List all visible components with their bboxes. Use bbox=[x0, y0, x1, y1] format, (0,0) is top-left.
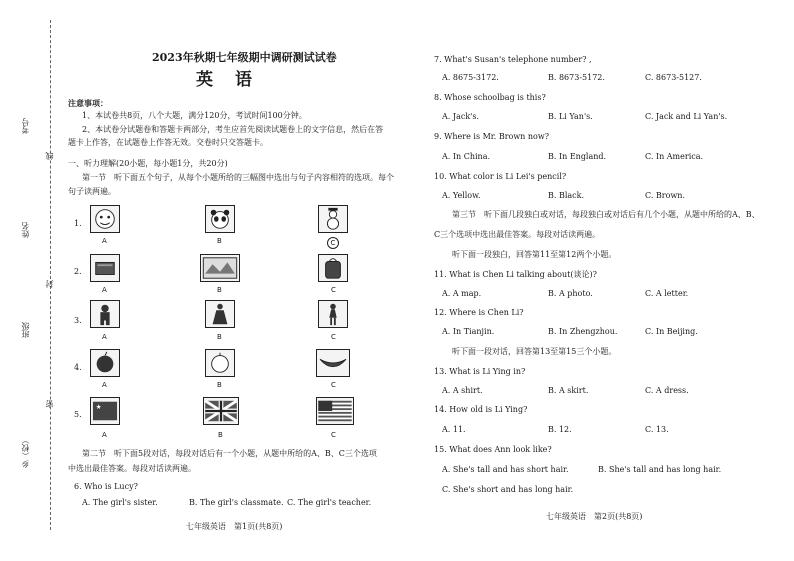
map-photo-icon bbox=[200, 254, 240, 282]
q9-option-a: A. In China. bbox=[442, 152, 491, 161]
q13-option-b: B. A skirt. bbox=[548, 386, 589, 395]
q14-option-b: B. 12. bbox=[548, 425, 572, 434]
q9-option-b: B. In England. bbox=[548, 152, 607, 161]
q12-option-a: A. In Tianjin. bbox=[442, 327, 495, 336]
notice-2a: 2、本试卷分试题卷和答题卡两部分，考生应首先阅读试题卷上的文字信息，然后在答 bbox=[82, 125, 384, 134]
question-7: 7. What's Susan's telephone number? , bbox=[434, 55, 592, 64]
question-8: 8. Whose schoolbag is this? bbox=[434, 93, 546, 102]
question-14: 14. How old is Li Ying? bbox=[434, 405, 528, 414]
section-1-heading: 一、听力理解(20小题，每小题1分，共20分) bbox=[68, 159, 228, 168]
q6-option-a: A. The girl's sister. bbox=[82, 498, 158, 507]
label-xian: 线 bbox=[45, 152, 54, 160]
q7-option-b: B. 8673-5172. bbox=[548, 73, 605, 82]
notice-1: 1、本试卷共8页，八个大题，满分120分，考试时间100分钟。 bbox=[82, 111, 307, 120]
option-label: A bbox=[102, 286, 107, 294]
part-2-instruction-a: 第二节 听下面5段对话，每段对话后有一个小题，从题中所给的A、B、C三个选项 bbox=[82, 449, 377, 458]
option-label: A bbox=[102, 333, 107, 341]
label-xiang: 乡（校） bbox=[21, 436, 30, 468]
china-flag-icon bbox=[90, 397, 120, 425]
q15-option-c: C. She's short and has long hair. bbox=[442, 485, 574, 494]
part-1-instruction-b: 句子读两遍。 bbox=[68, 187, 116, 196]
dialogue-instruction: 听下面一段对话，回答第13至第15三个小题。 bbox=[452, 347, 617, 356]
notice-title: 注意事项： bbox=[68, 98, 108, 108]
option-label: B bbox=[217, 333, 222, 341]
part-1-instruction-a: 第一节 听下面五个句子，从每个小题所给的三幅图中选出与句子内容相符的选项。每个 bbox=[82, 173, 394, 182]
q14-option-a: A. 11. bbox=[442, 425, 466, 434]
girl-icon bbox=[318, 300, 348, 328]
apple-icon bbox=[90, 349, 120, 377]
exam-title: 2023年秋期七年级期中调研测试试卷 bbox=[152, 51, 337, 64]
q11-option-b: B. A photo. bbox=[548, 289, 593, 298]
part-2-instruction-b: 中选出最佳答案。每段对话读两遍。 bbox=[68, 464, 196, 473]
label-feng: 封 bbox=[45, 280, 54, 288]
row-number: 4. bbox=[74, 363, 82, 372]
q11-option-a: A. A map. bbox=[442, 289, 482, 298]
option-label: C bbox=[331, 333, 336, 341]
option-label: B bbox=[218, 431, 223, 439]
q11-option-c: C. A letter. bbox=[645, 289, 689, 298]
option-label: B bbox=[217, 286, 222, 294]
q6-option-c: C. The girl's teacher. bbox=[287, 498, 372, 507]
orange-icon bbox=[205, 349, 235, 377]
label-mi: 密 bbox=[45, 400, 54, 408]
question-9: 9. Where is Mr. Brown now? bbox=[434, 132, 549, 141]
part-3-instruction-b: C三个选项中选出最佳答案。每段对话读两遍。 bbox=[434, 230, 601, 239]
option-label: B bbox=[217, 381, 222, 389]
q8-option-a: A. Jack's. bbox=[442, 112, 480, 121]
monologue-instruction: 听下面一段独白，回答第11至第12两个小题。 bbox=[452, 250, 617, 259]
q8-option-c: C. Jack and Li Yan's. bbox=[645, 112, 728, 121]
banana-icon bbox=[316, 349, 350, 377]
label-banji: 班级 bbox=[21, 322, 30, 338]
option-label-circled: C bbox=[327, 237, 339, 249]
book-icon bbox=[90, 254, 120, 282]
question-13: 13. What is Li Ying in? bbox=[434, 367, 526, 376]
face-icon bbox=[90, 205, 120, 233]
option-label: A bbox=[102, 237, 107, 245]
q13-option-a: A. A shirt. bbox=[442, 386, 483, 395]
part-3-instruction-a: 第三节 听下面几段独白或对话，每段独白或对话后有几个小题，从题中所给的A、B、 bbox=[452, 210, 760, 219]
row-number: 5. bbox=[74, 410, 82, 419]
row-number: 1. bbox=[74, 219, 82, 228]
boy-icon bbox=[90, 300, 120, 328]
option-label: A bbox=[102, 381, 107, 389]
schoolbag-icon bbox=[318, 254, 348, 282]
question-11: 11. What is Chen Li talking about(谈论)? bbox=[434, 270, 597, 279]
q12-option-c: C. In Beijing. bbox=[645, 327, 698, 336]
option-label: A bbox=[102, 431, 107, 439]
uk-flag-icon bbox=[203, 397, 239, 425]
question-6: 6. Who is Lucy? bbox=[74, 482, 138, 491]
binding-dash-line bbox=[50, 20, 51, 530]
notice-2b: 题卡上作答，在试题卷上作答无效。交卷时只交答题卡。 bbox=[68, 138, 268, 147]
label-xingming: 姓名 bbox=[21, 222, 30, 238]
q6-option-b: B. The girl's classmate. bbox=[189, 498, 284, 507]
question-15: 15. What does Ann look like? bbox=[434, 445, 552, 454]
q15-option-a: A. She's tall and has short hair. bbox=[442, 465, 569, 474]
q10-option-c: C. Brown. bbox=[645, 191, 685, 200]
us-flag-icon bbox=[316, 397, 354, 425]
row-number: 2. bbox=[74, 267, 82, 276]
page-footer-right: 七年级英语 第2页(共8页) bbox=[546, 512, 643, 521]
panda-icon bbox=[205, 205, 235, 233]
q10-option-a: A. Yellow. bbox=[442, 191, 481, 200]
q10-option-b: B. Black. bbox=[548, 191, 585, 200]
option-label: B bbox=[217, 237, 222, 245]
q15-option-b: B. She's tall and has long hair. bbox=[598, 465, 722, 474]
label-kaohao: 考号 bbox=[21, 118, 30, 134]
q14-option-c: C. 13. bbox=[645, 425, 669, 434]
q12-option-b: B. In Zhengzhou. bbox=[548, 327, 618, 336]
option-label: C bbox=[331, 431, 336, 439]
option-label: C bbox=[331, 381, 336, 389]
q7-option-a: A. 8675-3172. bbox=[442, 73, 499, 82]
question-12: 12. Where is Chen Li? bbox=[434, 308, 524, 317]
q9-option-c: C. In America. bbox=[645, 152, 704, 161]
question-10: 10. What color is Li Lei's pencil? bbox=[434, 172, 567, 181]
q7-option-c: C. 8673-5127. bbox=[645, 73, 702, 82]
q13-option-c: C. A dress. bbox=[645, 386, 689, 395]
dress-icon bbox=[205, 300, 235, 328]
q8-option-b: B. Li Yan's. bbox=[548, 112, 593, 121]
page-footer-left: 七年级英语 第1页(共8页) bbox=[186, 522, 283, 531]
snowman-icon bbox=[318, 205, 348, 233]
svg-text:★: ★ bbox=[95, 403, 102, 412]
option-label: C bbox=[331, 286, 336, 294]
row-number: 3. bbox=[74, 316, 82, 325]
subject-title: 英语 bbox=[196, 70, 274, 90]
